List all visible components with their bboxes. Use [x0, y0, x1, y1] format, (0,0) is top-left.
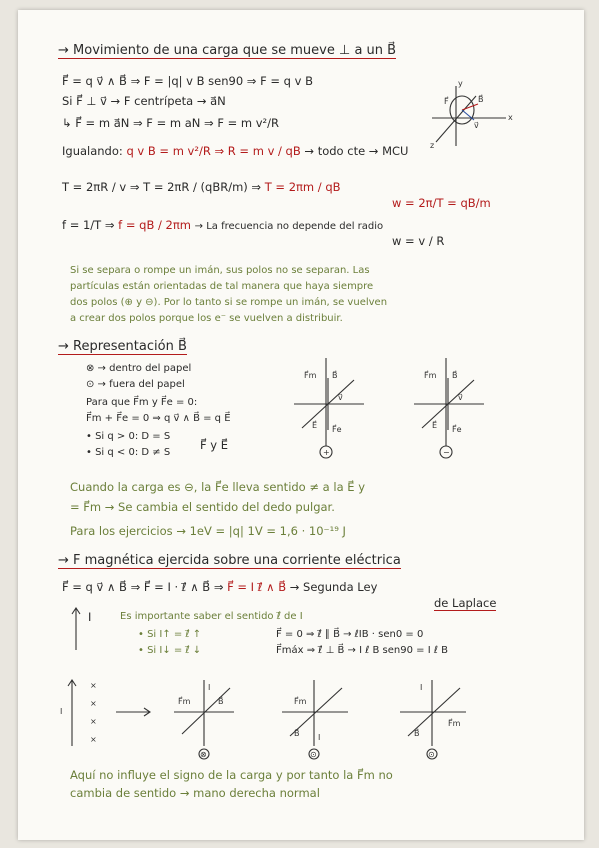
- svg-text:B⃗: B⃗: [332, 371, 338, 380]
- figure-wire-out: [276, 674, 356, 758]
- case-q-negative: • Si q < 0: D ≠ S: [86, 447, 171, 458]
- svg-text:×: ×: [90, 681, 97, 690]
- svg-text:B⃗: B⃗: [218, 697, 224, 706]
- figure-circular-motion: [422, 79, 513, 154]
- paragraph-iman-line3: dos polos (⊕ y ⊖). Por lo tanto si se rompe un imán, se vuelven: [70, 297, 388, 308]
- note-condicion: Para que F⃗m y F⃗e = 0:: [86, 397, 198, 408]
- paragraph-signo-line2: cambia de sentido → mano derecha normal: [70, 786, 320, 800]
- formula-frecuencia: f = 1/T ⇒ f = qB / 2πm → La frecuencia no depende del radio: [62, 218, 384, 232]
- formula-f-zero: F⃗ = 0 ⇒ ℓ⃗ ∥ B⃗ → ℓIB · sen0 = 0: [276, 629, 424, 640]
- notebook-page: [18, 10, 584, 840]
- svg-text:I: I: [420, 683, 423, 692]
- paragraph-carga-negativa-line1: Cuando la carga es ⊖, la F⃗e lleva sentido ≠ a la E⃗ y: [70, 480, 365, 494]
- svg-text:F⃗m: F⃗m: [294, 697, 307, 706]
- figure-wire-third: [394, 674, 474, 758]
- case-i-up: • Si I↑ = ℓ⃗ ↑: [138, 629, 202, 640]
- svg-text:v⃗: v⃗: [338, 393, 343, 402]
- svg-text:F⃗m: F⃗m: [448, 719, 461, 728]
- svg-text:E⃗: E⃗: [312, 421, 318, 430]
- svg-text:×: ×: [90, 699, 97, 708]
- svg-text:I: I: [60, 707, 63, 716]
- note-dentro-papel: ⊗ → dentro del papel: [86, 363, 192, 374]
- paragraph-signo-line1: Aquí no influye el signo de la carga y por tanto la F⃗m no: [70, 768, 393, 782]
- svg-text:F⃗e: F⃗e: [452, 425, 462, 434]
- svg-text:×: ×: [90, 735, 97, 744]
- svg-text:z: z: [430, 141, 435, 150]
- svg-text:F⃗m: F⃗m: [424, 371, 437, 380]
- svg-text:+: +: [323, 448, 330, 457]
- svg-text:⊙: ⊙: [428, 750, 435, 759]
- paragraph-ejercicios: Para los ejercicios → 1eV = |q| 1V = 1,6 · 10⁻¹⁹ J: [70, 524, 346, 538]
- svg-text:⊙: ⊙: [310, 750, 317, 759]
- svg-text:B⃗: B⃗: [452, 371, 458, 380]
- formula-radio: Igualando: q v B = m v²/R ⇒ R = m v / qB → todo cte → MCU: [62, 144, 409, 158]
- section-title-representacion: → Representación B⃗: [58, 339, 187, 354]
- figure-wire-field: [58, 674, 288, 758]
- svg-text:F⃗e: F⃗e: [332, 425, 342, 434]
- paragraph-iman-line1: Si se separa o rompe un imán, sus polos no se separan. Las: [70, 265, 370, 276]
- svg-text:×: ×: [90, 717, 97, 726]
- paragraph-iman-line2: partículas están orientadas de tal manera que haya siempre: [70, 281, 374, 292]
- note-f-y-e: F⃗ y E⃗: [200, 438, 228, 452]
- formula-w-v-r: w = v / R: [392, 234, 445, 248]
- figure-negative-charge: [408, 348, 488, 460]
- figure-current-arrow: [70, 604, 84, 652]
- svg-text:v⃗: v⃗: [458, 393, 463, 402]
- svg-text:B⃗: B⃗: [414, 729, 420, 738]
- formula-newton: ↳ F⃗ = m a⃗N ⇒ F = m aN ⇒ F = m v²/R: [62, 116, 280, 130]
- formula-laplace: F⃗ = q v⃗ ∧ B⃗ ⇒ F⃗ = I · ℓ⃗ ∧ B⃗ ⇒ F⃗ = I ℓ⃗ ∧ B⃗ → Segunda Ley: [62, 580, 378, 594]
- svg-text:I: I: [208, 683, 211, 692]
- formula-f-max: F⃗máx ⇒ ℓ⃗ ⊥ B⃗ → I ℓ B sen90 = I ℓ B: [276, 645, 449, 656]
- svg-text:F⃗m: F⃗m: [304, 371, 317, 380]
- svg-text:F⃗m: F⃗m: [178, 697, 191, 706]
- svg-text:x: x: [508, 113, 513, 122]
- section-title-f-magnetica: → F magnética ejercida sobre una corriente eléctrica: [58, 553, 401, 568]
- label-i: I: [88, 610, 92, 624]
- svg-text:E⃗: E⃗: [432, 421, 438, 430]
- svg-text:−: −: [443, 448, 450, 457]
- svg-text:⊗: ⊗: [200, 750, 207, 759]
- section-title-movimiento: → Movimiento de una carga que se mueve ⊥ a un B⃗: [58, 43, 397, 58]
- svg-text:F⃗: F⃗: [444, 97, 449, 106]
- formula-lorentz: F⃗ = q v⃗ ∧ B⃗ ⇒ F = |q| v B sen90 ⇒ F = q v B: [62, 74, 313, 88]
- formula-equilibrio: F⃗m + F⃗e = 0 ⇒ q v⃗ ∧ B⃗ = q E⃗: [86, 413, 231, 424]
- formula-periodo: T = 2πR / v ⇒ T = 2πR / (qBR/m) ⇒ T = 2πm / qB: [62, 180, 341, 194]
- formula-centripeta: Si F⃗ ⊥ v⃗ → F centrípeta → a⃗N: [62, 94, 226, 108]
- case-q-positive: • Si q > 0: D = S: [86, 431, 171, 442]
- svg-text:B⃗: B⃗: [478, 95, 484, 104]
- paragraph-iman-line4: a crear dos polos porque los e⁻ se vuelven a distribuir.: [70, 313, 343, 324]
- svg-text:v⃗: v⃗: [474, 121, 479, 130]
- svg-text:I: I: [318, 733, 321, 742]
- formula-velocidad-angular: w = 2π/T = qB/m: [392, 196, 491, 210]
- label-ley-laplace: de Laplace: [434, 596, 497, 610]
- paragraph-carga-negativa-line2: = F⃗m → Se cambia el sentido del dedo pulgar.: [70, 500, 335, 514]
- note-sentido-l: Es importante saber el sentido ℓ⃗ de I: [120, 611, 303, 622]
- case-i-down: • Si I↓ = ℓ⃗ ↓: [138, 645, 202, 656]
- figure-positive-charge: [288, 348, 368, 460]
- note-fuera-papel: ⊙ → fuera del papel: [86, 379, 185, 390]
- svg-text:B⃗: B⃗: [294, 729, 300, 738]
- svg-text:y: y: [458, 79, 463, 88]
